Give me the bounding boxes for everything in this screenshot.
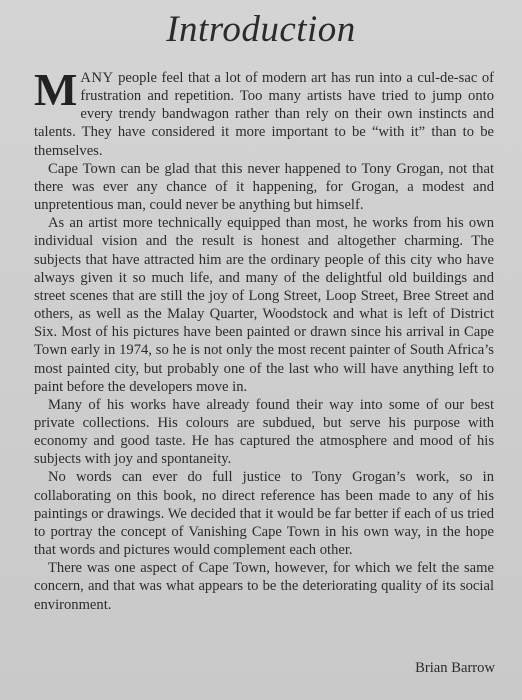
paragraph-4: Many of his works have already found their way into some of our best private collections. His colours are subdued, but serve his purpose with economy and good taste. He has captured the atmosphere and mood of his subjects with joy and spontaneity. xyxy=(34,396,494,468)
paragraph-5: No words can ever do full justice to Tony Grogan’s work, so in collaborating on this book, no direct reference has been made to any of his paintings or drawings. We decided that it would be far better if each of us tried to portray the concept of Vanishing Cape Town in his own way, in the hope that words and pictures would complement each other. xyxy=(34,469,494,559)
paragraph-6: There was one aspect of Cape Town, however, for which we felt the same concern, and that was what appears to be the deteriorating quality of its social environment. xyxy=(34,560,494,613)
paragraph-1 xyxy=(34,64,494,160)
paragraph-2: Cape Town can be glad that this never happened to Tony Grogan, not that there was ever any chance of it happening, for Grogan, a modest and unpretentious man, could never be anything but himself. xyxy=(34,160,494,214)
paragraph-3: As an artist more technically equipped than most, he works from his own individual vision and the result is honest and altogether charming. The subjects that have attracted him are the ordinary people of this city who have always given it so much life, and many of the delightful old buildings and street scenes that are still the joy of Long Street, Loop Street, Bree Street and others, as well as the Malay Quarter, Woodstock and what is left of District Six. Most of his pictures have been painted or drawn since his arrival in Cape Town early in 1974, so he is not only the most recent painter of South Africa’s most painted city, but probably one of the last who will have anything left to paint before the developers move in. xyxy=(34,215,494,395)
opening-small-caps: ANY xyxy=(80,70,114,86)
introduction-body xyxy=(34,64,494,614)
paragraph-1-text: people feel that a lot of modern art has run into a cul-de-sac of frustration and repetition. Too many artists have tried to jump onto every trendy bandwagon rather than rely on their own instincts and talents. They have considered it more important to be “with it” than to be themselves. xyxy=(34,70,494,159)
drop-cap: M xyxy=(34,64,78,115)
author-signature: Brian Barrow xyxy=(415,660,495,676)
page-title: Introduction xyxy=(166,9,356,50)
